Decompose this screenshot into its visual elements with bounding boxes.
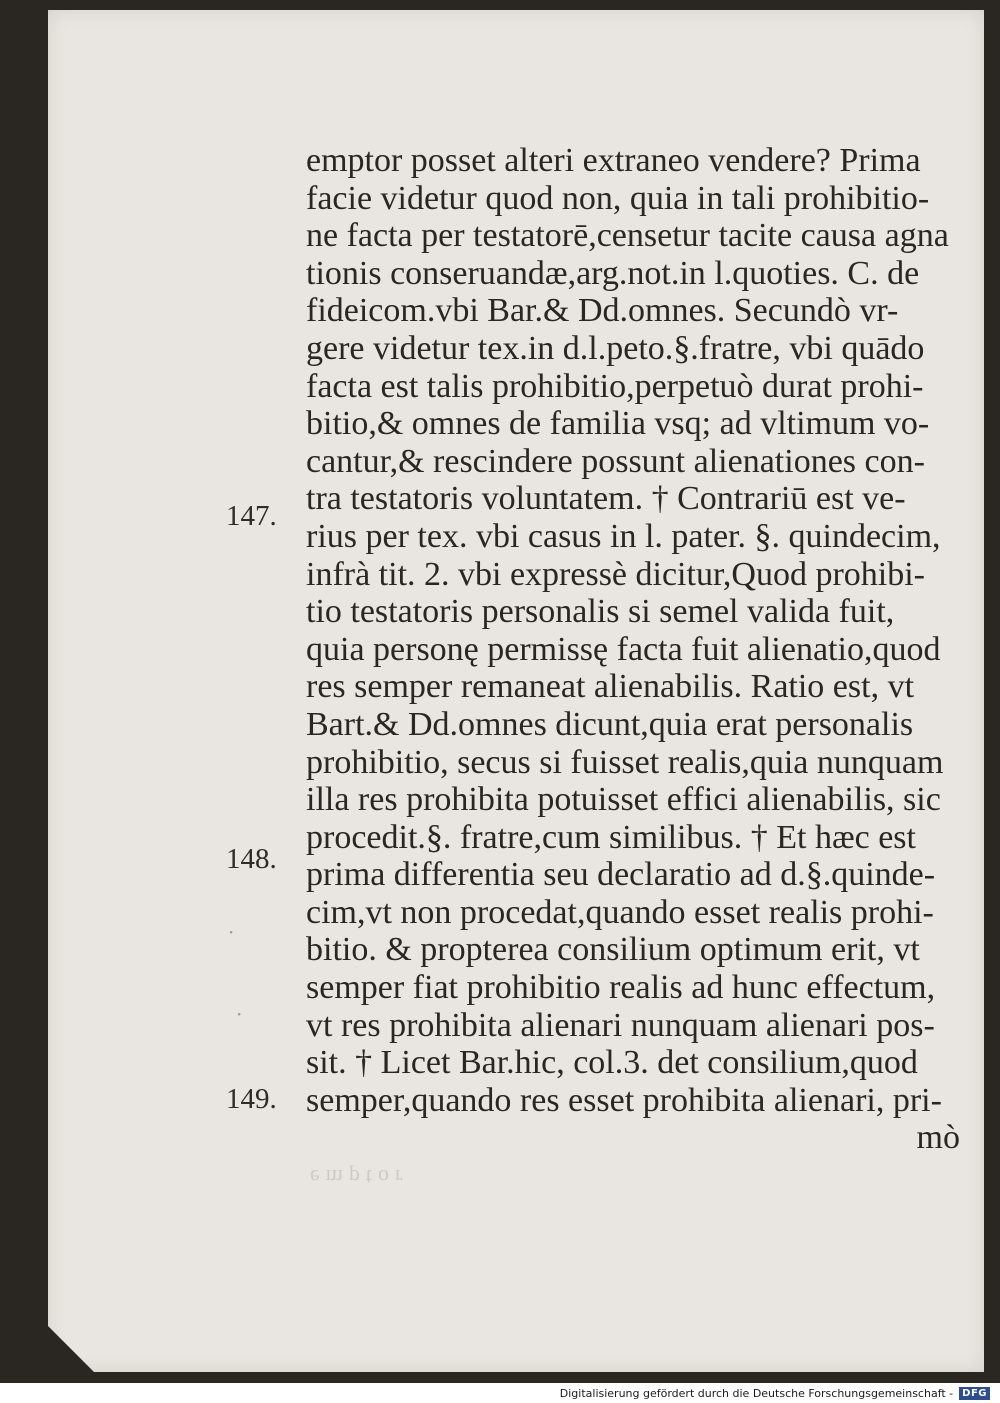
body-text [306,142,966,1157]
text-line: semper,quando res esset prohibita alienari, pri- [306,1081,942,1119]
page-corner-fold [48,1326,94,1372]
margin-number-148: 148. [226,843,277,875]
text-line: facta est talis prohibitio,perpetuò durat prohi- [306,367,924,405]
footer [560,1384,990,1402]
text-line: tio testatoris personalis si semel valida fuit, [306,593,895,631]
text-line: quia personę permissę facta fuit alienatio,quod [306,630,941,668]
margin-number-149: 149. [226,1083,277,1115]
text-line: gere videtur tex.in d.l.peto.§.fratre, vbi quādo [306,329,925,367]
ink-speck: · [228,920,235,944]
text-line: rius per tex. vbi casus in l. pater. §. quindecim, [306,517,941,555]
text-line: cim,vt non procedat,quando esset realis prohi- [306,893,934,931]
text-line: tra testatoris voluntatem. † Contrariū est ve- [306,480,906,518]
text-line: res semper remaneat alienabilis. Ratio est, vt [306,668,915,706]
text-line: emptor posset alteri extraneo vendere? Prima [306,142,921,179]
text-line: cantur,& rescindere possunt alienationes con- [306,442,925,480]
text-line: procedit.§. fratre,cum similibus. † Et hæc est [306,818,916,856]
footer-text: Digitalisierung gefördert durch die Deutsche Forschungsgemeinschaft - [559,1386,954,1400]
catchword: mò [916,1119,960,1157]
text-line: infrà tit. 2. vbi expressè dicitur,Quod prohibi- [306,555,926,593]
text-line: facie videtur quod non, quia in tali prohibitio- [306,179,930,217]
text-line: semper fiat prohibitio realis ad hunc effectum, [306,969,936,1007]
text-line: illa res prohibita potuisset effici alienabilis, sic [306,781,941,819]
text-line: prohibitio, secus si fuisset realis,quia nunquam [306,743,944,781]
dfg-logo: DFG [959,1387,990,1400]
text-line: vt res prohibita alienari nunquam alienari pos- [306,1006,935,1044]
text-line: Bart.& Dd.omnes dicunt,quia erat personalis [306,705,914,743]
text-line: fideicom.vbi Bar.& Dd.omnes. Secundò vr- [306,292,899,330]
text-line: sit. † Licet Bar.hic, col.3. det consilium,quod [306,1044,918,1082]
text-line: prima differentia seu declaratio ad d.§.quinde- [306,856,936,894]
text-line: tionis conseruandæ,arg.not.in l.quoties. C. de [306,254,920,292]
ink-speck: · [236,1002,243,1026]
bleed-through-text: emptor [310,1165,409,1190]
text-line: ne facta per testatorē,censetur tacite causa agna [306,217,949,255]
margin-number-147: 147. [226,500,277,532]
text-line: bitio,& omnes de familia vsq; ad vltimum vo- [306,405,930,443]
text-line: bitio. & propterea consilium optimum erit, vt [306,931,920,969]
